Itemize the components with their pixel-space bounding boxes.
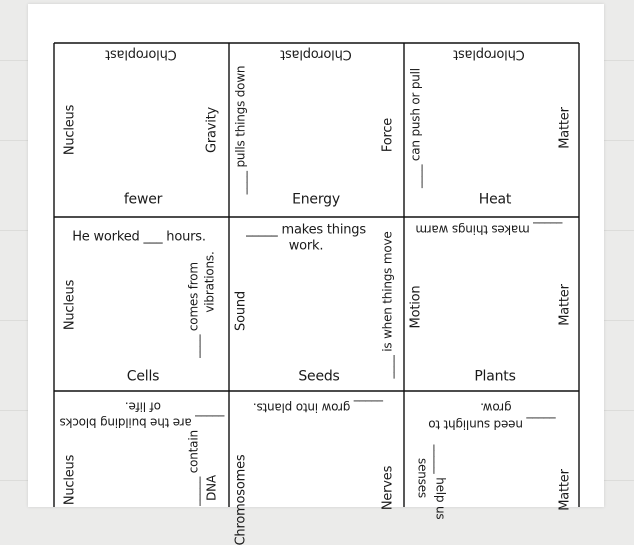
card-bottom-text: Energy [292, 191, 340, 208]
card-bottom-text: Seeds [298, 368, 340, 385]
card-left-text-line-1: _____ help us [433, 444, 448, 520]
card-bottom-text: Heat [478, 191, 512, 208]
card-left-text: Chromosomes [233, 454, 249, 545]
card-right-text: Matter [557, 469, 573, 511]
card-right-text-line-2: vibrations. [202, 251, 217, 313]
card-top-text: _____ grow into plants. [253, 400, 383, 415]
card-left-text: ____ pulls things down [233, 65, 248, 195]
card-top-text: Chloroplast [453, 46, 525, 62]
card-top-text-line-2: grow. [480, 400, 512, 415]
card-bottom-text: fewer [123, 191, 163, 208]
card-top-text-line-1: _____ makes things [246, 222, 366, 238]
card-left-text: Nucleus [62, 104, 78, 156]
card-left-text: Sound [233, 291, 249, 331]
card-right-text: Matter [557, 284, 573, 326]
card-bottom-text: Cells [126, 368, 160, 385]
card-top-text: _____ makes things warm [415, 222, 563, 237]
card-left-text: ____ can push or pull [408, 68, 423, 188]
card-right-text-line-2: DNA [204, 475, 219, 501]
card-left-text-line-2: senses [415, 458, 430, 498]
card-right-text-line-1: _____ contain [186, 430, 201, 506]
card-top-text: He worked ___ hours. [72, 229, 206, 245]
card-top-text-line-2: work. [288, 238, 324, 254]
card-top-text-line-2: of life. [125, 399, 161, 414]
card-top-text-line-1: _____ are the building blocks [59, 415, 225, 430]
card-right-text: ____ is when things move [380, 231, 395, 379]
card-left-text: Motion [408, 285, 424, 329]
card-right-text: Force [380, 117, 396, 153]
card-top-text-line-1: _____ need sunlight to [428, 417, 556, 432]
card-left-text: Nucleus [62, 454, 78, 506]
card-bottom-text: Plants [474, 368, 516, 385]
card-top-text: Chloroplast [280, 46, 352, 62]
card-right-text: Nerves [380, 465, 396, 511]
card-right-text: Matter [557, 107, 573, 149]
card-right-text: Gravity [204, 106, 220, 154]
card-right-text-line-1: ____ comes from [186, 262, 201, 358]
card-left-text: Nucleus [62, 279, 78, 331]
card-top-text: Chloroplast [105, 46, 177, 62]
